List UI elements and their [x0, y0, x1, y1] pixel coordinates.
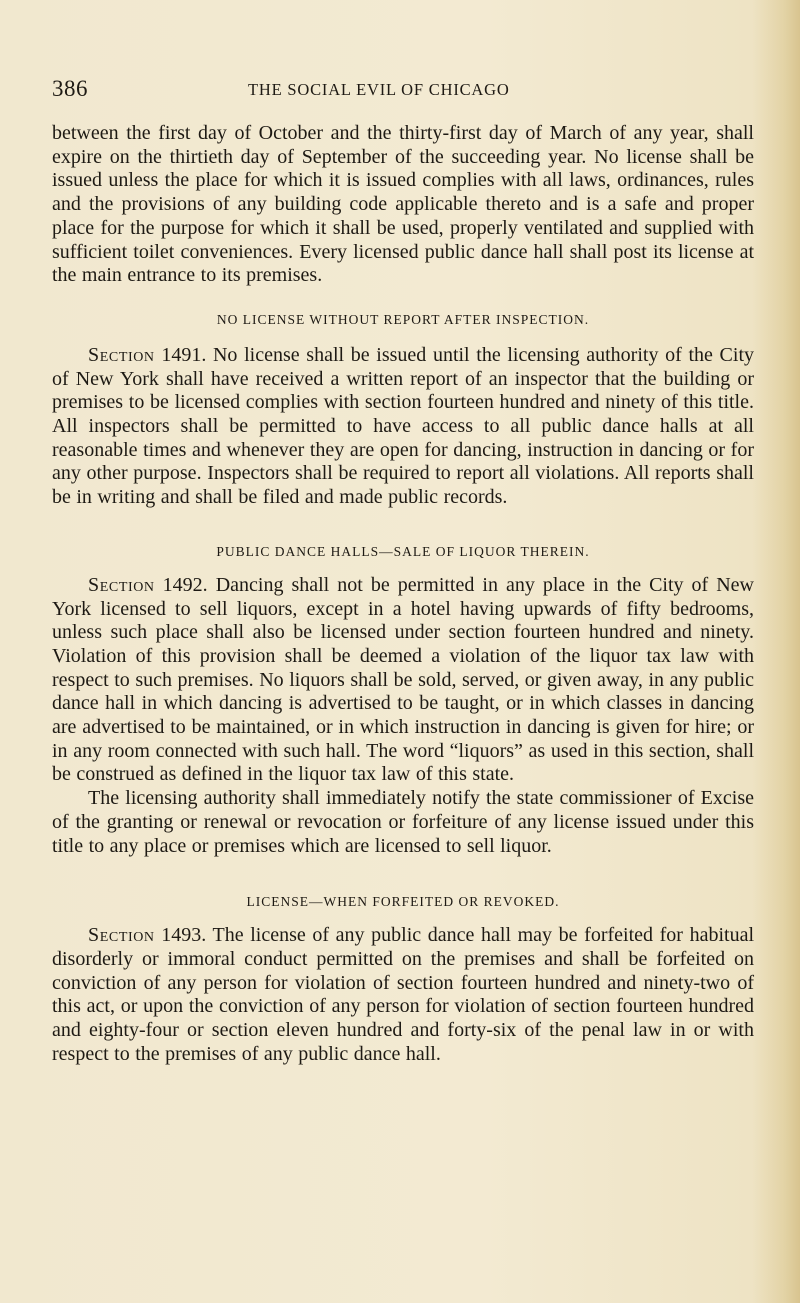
page-header	[52, 76, 752, 104]
section-text: 1492. Dancing shall not be permitted in any place in the City of New York licensed to sell liquors, except in a hotel having upwards of fifty bedrooms, unless such place shall also be licensed under section fourteen hundred and ninety. Violation of this provision shall be deemed a violation of the liquor tax law with respect to such premises. No liquors shall be sold, served, or given away, in any public dance hall in which dancing is advertised to be taught, or in which classes in dancing are advertised to be maintained, or in which instruction in dancing is given for hire; or in any room connected with such hall. The word “liquors” as used in this section, shall be construed as defined in the liquor tax law of this state.	[52, 573, 754, 786]
page-number: 386	[52, 76, 88, 101]
section-label: Section	[88, 573, 155, 596]
section-heading-forfeited: LICENSE—WHEN FORFEITED OR REVOKED.	[246, 894, 560, 910]
section-heading-liquor: PUBLIC DANCE HALLS—SALE OF LIQUOR THEREIN.	[216, 543, 590, 559]
body-text	[52, 122, 754, 1067]
paragraph-intro: between the first day of October and the thirty-first day of March of any year, shall expire on the thirtieth day of September of the succeeding year. No license shall be issued unless the place for which it is issued complies with all laws, ordinances, rules and the provisions of any building code applicable thereto and is a safe and proper place for the purpose for which it shall be used, properly ventilated and supplied with sufficient toilet conveniences. Every licensed public dance hall shall post its license at the main entrance to its premises.	[52, 122, 754, 287]
section-label: Section	[88, 343, 155, 366]
running-title: THE SOCIAL EVIL OF CHICAGO	[248, 80, 510, 99]
paragraph-notify: The licensing authority shall immediately notify the state commissioner of Excise of the granting or renewal or revocation or forfeiture of any license issued under this title to any place or premises which are licensed to sell liquor.	[52, 787, 754, 857]
paragraph-section-1492	[52, 574, 754, 787]
section-label: Section	[88, 924, 155, 947]
paragraph-section-1493	[52, 924, 754, 1066]
section-text: 1493. The license of any public dance hall may be forfeited for habitual disorderly or immoral conduct permitted on the premises and shall be forfeited on conviction of any person for violation of section fourteen hundred and ninety-two of this act, or upon the conviction of any person for violation of section fourteen hundred and eighty-four or section eleven hundred and forty-six of the penal law in or with respect to the premises of any public dance hall.	[52, 924, 754, 1065]
section-heading-inspection: NO LICENSE WITHOUT REPORT AFTER INSPECTION.	[216, 311, 590, 327]
section-text: 1491. No license shall be issued until the licensing authority of the City of New York shall have received a written report of an inspector that the building or premises to be licensed complies with section fourteen hundred and ninety of this title. All inspectors shall be permitted to have access to all public dance halls at all reasonable times and whenever they are open for dancing, instruction in dancing or for any other purpose. Inspectors shall be required to report all violations. All reports shall be in writing and shall be filed and made public records.	[52, 343, 754, 509]
paragraph-section-1491	[52, 344, 754, 510]
